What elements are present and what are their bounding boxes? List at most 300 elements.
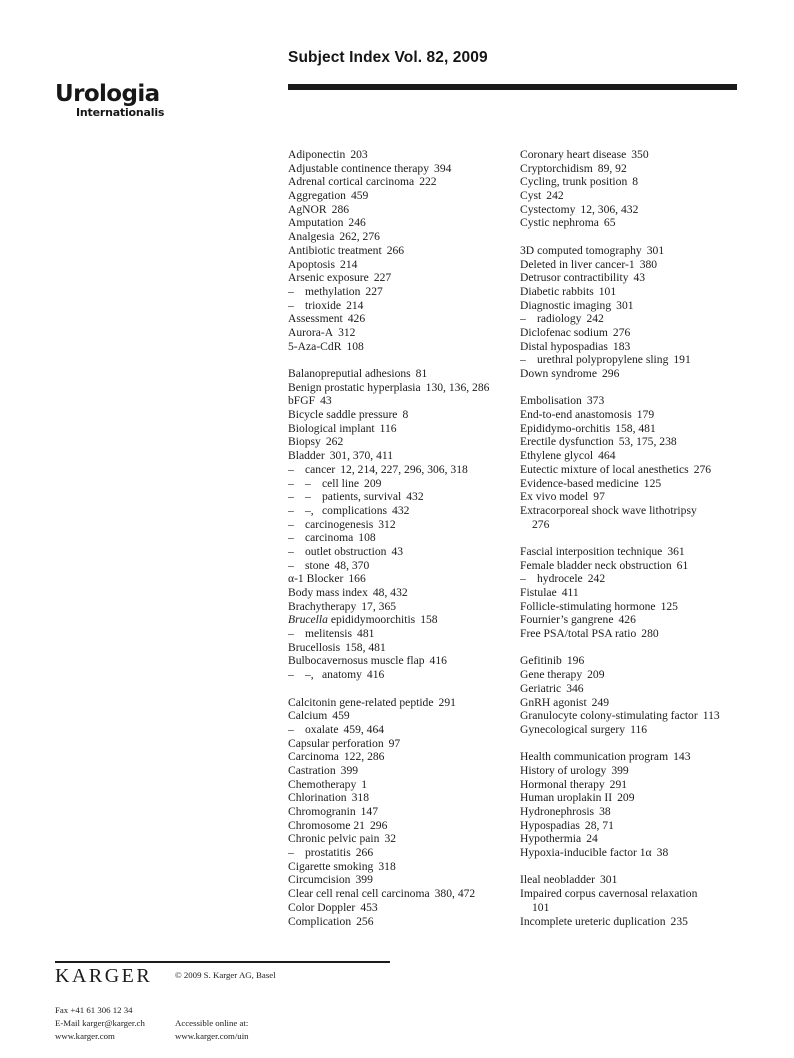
sub-entry-dash: – — [288, 668, 294, 682]
index-entry — [520, 915, 770, 929]
index-term: Hypospadias — [520, 818, 580, 832]
index-term: Assessment — [288, 312, 343, 326]
page-numbers: 242 — [546, 189, 564, 203]
index-entry — [520, 791, 770, 805]
index-term: bFGF — [288, 394, 316, 408]
page-numbers: 459 — [332, 709, 350, 723]
page-numbers: 411 — [561, 586, 579, 599]
index-term: Analgesia — [288, 230, 335, 244]
copyright-text: © 2009 S. Karger AG, Basel — [175, 970, 276, 980]
index-term: Impaired corpus cavernosal relaxation — [520, 887, 698, 901]
page-numbers: 296 — [369, 818, 388, 832]
sub-entry-dash: – — [288, 503, 294, 517]
sub-entry-dash: – — [520, 353, 526, 367]
page-numbers: 227 — [373, 271, 392, 285]
index-term: urethral polypropylene sling — [537, 353, 669, 367]
index-term: Adrenal cortical carcinoma — [288, 175, 415, 189]
index-entry — [288, 778, 518, 792]
index-entry — [288, 189, 518, 203]
page-numbers: 318 — [351, 791, 369, 805]
index-term: Ileal neobladder — [520, 873, 595, 887]
index-term: cell line — [322, 476, 360, 490]
index-entry — [288, 600, 518, 614]
index-entry — [520, 299, 770, 313]
index-entry — [288, 696, 518, 710]
page-numbers: 81 — [415, 367, 428, 380]
index-entry — [520, 244, 770, 258]
footer-online-url: www.karger.com/uin — [175, 1031, 249, 1041]
index-entry — [520, 832, 770, 846]
index-entry — [288, 887, 518, 901]
index-term: α-1 Blocker — [288, 572, 344, 586]
sub-entry-dash: – — [288, 558, 294, 572]
sub-entry-dash: – — [520, 572, 526, 586]
index-term: Eutectic mixture of local anesthetics — [520, 462, 689, 476]
page-numbers: 256 — [356, 914, 374, 928]
page-numbers: 266 — [386, 243, 405, 257]
index-entry — [520, 408, 770, 422]
index-term: Cryptorchidism — [520, 161, 593, 175]
page-numbers: 416 — [429, 654, 447, 668]
index-entry — [288, 230, 518, 244]
footer-online-block — [175, 1017, 249, 1043]
page-numbers: 426 — [347, 312, 366, 326]
page-numbers: 399 — [355, 873, 373, 887]
index-entry — [288, 422, 518, 436]
index-term: Hypothermia — [520, 832, 582, 846]
index-entry — [288, 477, 518, 491]
index-term: Evidence-based medicine — [520, 476, 639, 490]
sub-entry-dash: – — [288, 284, 294, 298]
index-entry — [520, 654, 770, 668]
page-numbers: 312 — [338, 325, 356, 339]
index-entry — [288, 572, 518, 586]
index-term: Amputation — [288, 216, 344, 230]
index-term: Calcitonin gene-related peptide — [288, 695, 434, 709]
index-term: Arsenic exposure — [288, 271, 369, 285]
page-numbers: 222 — [419, 175, 437, 189]
index-entry — [288, 299, 518, 313]
index-term: Bulbocavernosus muscle flap — [288, 654, 425, 668]
sub-entry-dash: – — [305, 476, 311, 490]
index-term: Hydronephrosis — [520, 805, 595, 818]
index-term: Circumcision — [288, 873, 351, 887]
index-entry — [288, 504, 518, 518]
page-numbers: 242 — [586, 312, 604, 326]
index-term: Diagnostic imaging — [520, 298, 612, 312]
page-numbers: 318 — [378, 859, 396, 873]
index-column-right — [520, 148, 770, 928]
footer-contact-block — [55, 1004, 145, 1043]
index-term: Castration — [288, 763, 336, 777]
page-numbers: 214 — [346, 298, 364, 312]
index-entry — [520, 285, 770, 299]
page-numbers: 301 — [616, 298, 634, 312]
page-numbers: 350 — [631, 148, 649, 161]
index-entry — [520, 258, 770, 272]
index-entry — [520, 449, 770, 463]
page-numbers: 399 — [340, 763, 359, 777]
header-rule — [288, 84, 737, 90]
journal-name: Urologia — [55, 81, 160, 107]
index-entry — [520, 312, 770, 326]
index-term: Gefitinib — [520, 654, 562, 668]
index-term: GnRH agonist — [520, 695, 587, 709]
index-term: stone — [305, 558, 330, 572]
index-term: Diabetic rabbits — [520, 284, 594, 298]
index-entry — [520, 353, 770, 367]
page-numbers: 113 — [702, 709, 720, 723]
index-entry — [520, 559, 770, 573]
index-term: Embolisation — [520, 394, 582, 408]
page-numbers: 65 — [603, 216, 616, 230]
index-entry — [288, 627, 518, 641]
page-numbers: 262, 276 — [339, 230, 380, 244]
page-numbers: 8 — [632, 175, 639, 189]
index-term: carcinogenesis — [305, 517, 374, 531]
index-entry — [288, 559, 518, 573]
index-term: Complication — [288, 914, 352, 928]
index-entry — [288, 162, 518, 176]
index-term: Coronary heart disease — [520, 148, 627, 161]
page-numbers: 166 — [348, 572, 366, 586]
index-term: Follicle-stimulating hormone — [520, 599, 656, 613]
page-numbers: 38 — [599, 805, 611, 818]
footer-online-label: Accessible online at: — [175, 1018, 249, 1028]
index-term: methylation — [305, 284, 361, 298]
page-numbers: 209 — [364, 476, 382, 490]
index-term: Human uroplakin II — [520, 791, 613, 805]
page-numbers: 280 — [641, 627, 659, 641]
index-term: Chromogranin — [288, 805, 356, 818]
index-term: AgNOR — [288, 202, 327, 216]
journal-logo — [55, 82, 164, 119]
index-entry — [288, 271, 518, 285]
index-term: Color Doppler — [288, 900, 356, 914]
index-term: patients, survival — [322, 490, 402, 504]
index-term: Cycling, trunk position — [520, 175, 628, 189]
sub-entry-dash: –, — [305, 668, 314, 682]
index-term: Carcinoma — [288, 750, 339, 764]
page-numbers: 346 — [566, 681, 584, 695]
page-numbers: 101 — [598, 284, 617, 298]
journal-subname: Internationalis — [76, 106, 165, 119]
index-entry — [288, 490, 518, 504]
sub-entry-dash: – — [288, 627, 294, 641]
index-entry — [288, 175, 518, 189]
page-numbers: 158, 481 — [615, 421, 656, 435]
index-entry — [520, 504, 770, 518]
index-term: Epididymo-orchitis — [520, 421, 611, 435]
page-numbers: 394 — [434, 161, 452, 175]
index-term: radiology — [537, 312, 582, 326]
index-term: Distal hypospadias — [520, 339, 608, 353]
page-numbers: 143 — [673, 750, 691, 764]
index-gap — [288, 682, 518, 696]
index-term: hydrocele — [537, 572, 583, 586]
page-numbers: 158, 481 — [345, 640, 386, 654]
index-term: Aurora-A — [288, 325, 334, 339]
index-term: Adjustable continence therapy — [288, 161, 430, 175]
page-numbers: 183 — [612, 339, 631, 353]
page-numbers: 301 — [646, 243, 665, 257]
index-term: complications — [322, 503, 388, 517]
index-gap — [520, 230, 770, 244]
page-numbers: 24 — [586, 832, 598, 846]
index-term: Brucellosis — [288, 640, 341, 654]
index-term-italic: Brucella — [288, 613, 328, 627]
index-entry — [288, 641, 518, 655]
index-entry — [288, 750, 518, 764]
index-entry — [288, 668, 518, 682]
index-gap — [288, 353, 518, 367]
index-term: Bicycle saddle pressure — [288, 408, 398, 422]
page-numbers: 246 — [348, 216, 366, 230]
index-term: Deleted in liver cancer-1 — [520, 257, 635, 271]
page-numbers: 459, 464 — [343, 722, 385, 736]
page-numbers: 12, 214, 227, 296, 306, 318 — [340, 462, 468, 476]
index-entry — [288, 723, 518, 737]
index-term: Female bladder neck obstruction — [520, 558, 672, 572]
sub-entry-dash: – — [305, 490, 311, 504]
page-numbers: 203 — [350, 148, 368, 161]
index-term: Fournier’s gangrene — [520, 613, 614, 627]
index-term: Fascial interposition technique — [520, 544, 663, 558]
index-term: trioxide — [305, 298, 342, 312]
index-term: carcinoma — [305, 531, 354, 545]
index-column-left — [288, 148, 518, 928]
page-numbers: 227 — [365, 284, 383, 298]
page-numbers: 191 — [673, 353, 691, 367]
page-numbers: 8 — [402, 408, 409, 422]
index-term: Health communication program — [520, 750, 669, 764]
page-title: Subject Index Vol. 82, 2009 — [288, 49, 488, 66]
index-term: Geriatric — [520, 681, 562, 695]
page-numbers: 89, 92 — [597, 161, 627, 175]
page-numbers: 291 — [438, 695, 456, 709]
page-numbers: 108 — [346, 339, 364, 353]
index-term: Chlorination — [288, 791, 347, 805]
page-numbers: 97 — [593, 490, 605, 504]
page-numbers: 453 — [360, 900, 378, 914]
index-entry — [288, 819, 518, 833]
index-entry — [520, 545, 770, 559]
page-numbers: 61 — [676, 558, 689, 572]
index-entry — [520, 709, 770, 723]
index-entry — [288, 709, 518, 723]
index-term: Chronic pelvic pain — [288, 832, 380, 846]
index-entry — [520, 778, 770, 792]
page-numbers: 276 — [612, 325, 631, 339]
index-term: Benign prostatic hyperplasia — [288, 380, 421, 394]
index-term: 3D computed tomography — [520, 243, 642, 257]
page-numbers: 48, 432 — [372, 586, 408, 599]
index-entry — [288, 764, 518, 778]
index-entry — [520, 668, 770, 682]
index-entry — [520, 723, 770, 737]
page-numbers: 235 — [670, 914, 688, 928]
index-entry — [520, 435, 770, 449]
index-entry — [288, 340, 518, 354]
index-term: melitensis — [305, 627, 353, 641]
index-entry — [288, 381, 518, 395]
sub-entry-dash: – — [520, 312, 526, 326]
index-entry — [288, 285, 518, 299]
index-entry — [520, 696, 770, 710]
index-term: Body mass index — [288, 586, 368, 599]
index-entry — [520, 805, 770, 819]
index-entry — [520, 394, 770, 408]
page-numbers: 43 — [633, 271, 646, 285]
index-entry — [520, 490, 770, 504]
sub-entry-dash: –, — [305, 503, 314, 517]
index-entry — [520, 340, 770, 354]
index-entry — [520, 189, 770, 203]
index-term: anatomy — [322, 668, 362, 682]
index-entry — [520, 216, 770, 230]
page-numbers: 179 — [636, 408, 655, 422]
page-numbers: 301 — [600, 873, 618, 887]
index-term: 5-Aza-CdR — [288, 339, 342, 353]
index-term: Gene therapy — [520, 668, 583, 682]
page-numbers: 43 — [391, 544, 404, 558]
index-term: End-to-end anastomosis — [520, 408, 632, 422]
index-term: Balanopreputial adhesions — [288, 367, 411, 380]
index-entry — [520, 764, 770, 778]
index-term: Chemotherapy — [288, 777, 357, 791]
page-numbers: 249 — [591, 695, 610, 709]
index-entry — [520, 819, 770, 833]
footer-website: www.karger.com — [55, 1031, 115, 1041]
page-numbers: 380, 472 — [434, 887, 476, 901]
index-entry — [520, 326, 770, 340]
index-entry — [288, 846, 518, 860]
index-term: Aggregation — [288, 189, 346, 203]
page-numbers: 286 — [331, 202, 350, 216]
sub-entry-dash: – — [288, 722, 294, 736]
index-entry — [288, 805, 518, 819]
index-entry — [288, 531, 518, 545]
page-numbers: 373 — [586, 394, 605, 408]
page-numbers: 130, 136, 286 — [425, 380, 490, 394]
index-entry — [288, 737, 518, 751]
page-numbers: 147 — [360, 805, 379, 818]
page-numbers: 416 — [366, 668, 385, 682]
page-numbers: 158 — [420, 613, 438, 627]
index-entry — [520, 600, 770, 614]
index-entry — [520, 367, 770, 381]
index-term: Gynecological surgery — [520, 722, 626, 736]
index-entry — [520, 271, 770, 285]
index-term: oxalate — [305, 722, 339, 736]
index-entry — [288, 901, 518, 915]
index-entry — [288, 326, 518, 340]
index-term: Chromosome 21 — [288, 818, 365, 832]
index-term: Cystectomy — [520, 202, 576, 216]
index-term: Free PSA/total PSA ratio — [520, 627, 637, 641]
index-entry — [288, 367, 518, 381]
index-entry — [288, 791, 518, 805]
index-term: Apoptosis — [288, 257, 336, 271]
sub-entry-dash: – — [288, 846, 294, 860]
page-numbers: 196 — [566, 654, 585, 668]
page-numbers: 116 — [630, 722, 648, 736]
index-term: Cigarette smoking — [288, 859, 374, 873]
sub-entry-dash: – — [288, 462, 294, 476]
index-entry — [520, 887, 770, 901]
page-numbers: 276 — [693, 462, 712, 476]
index-term: Ethylene glycol — [520, 449, 594, 463]
sub-entry-dash: – — [288, 517, 294, 531]
index-term: Extracorporeal shock wave lithotripsy — [520, 503, 697, 517]
index-entry — [520, 613, 770, 627]
page-numbers: 301, 370, 411 — [329, 449, 394, 463]
index-entry — [288, 613, 518, 627]
page-numbers: 481 — [357, 627, 375, 641]
index-term: cancer — [305, 462, 336, 476]
page-numbers: 108 — [358, 531, 376, 545]
page-numbers: 122, 286 — [343, 750, 385, 764]
index-entry — [288, 873, 518, 887]
index-term: Capsular perforation — [288, 736, 384, 750]
index-entry — [520, 175, 770, 189]
page-numbers: 214 — [340, 257, 358, 271]
page-numbers: 242 — [587, 572, 606, 586]
page-numbers: 312 — [378, 517, 396, 531]
index-entry-continuation: 101 — [532, 900, 550, 914]
index-entry — [520, 586, 770, 600]
index-entry — [520, 477, 770, 491]
page-numbers: 399 — [611, 763, 629, 777]
index-gap — [520, 641, 770, 655]
sub-entry-dash: – — [288, 490, 294, 504]
index-entry — [520, 627, 770, 641]
index-entry — [288, 148, 518, 162]
page-numbers: 43 — [320, 394, 332, 408]
index-entry-continuation: 276 — [532, 517, 550, 531]
index-term: History of urology — [520, 763, 607, 777]
index-entry — [288, 860, 518, 874]
page-numbers: 97 — [388, 736, 401, 750]
index-entry — [288, 435, 518, 449]
index-term: Hormonal therapy — [520, 777, 605, 791]
index-term: Fistulae — [520, 586, 557, 599]
index-entry — [288, 449, 518, 463]
index-entry — [520, 873, 770, 887]
index-entry — [520, 148, 770, 162]
page-numbers: 12, 306, 432 — [580, 202, 639, 216]
footer-email: E-Mail karger@karger.ch — [55, 1018, 145, 1028]
page-numbers: 209 — [617, 791, 635, 805]
index-term: Biological implant — [288, 421, 375, 435]
index-entry — [288, 545, 518, 559]
index-entry — [288, 203, 518, 217]
sub-entry-dash: – — [288, 476, 294, 490]
index-term: Cyst — [520, 189, 542, 203]
index-term: Calcium — [288, 709, 328, 723]
page-numbers: 432 — [392, 503, 410, 517]
index-gap — [520, 737, 770, 751]
index-entry — [288, 394, 518, 408]
index-term: Granulocyte colony-stimulating factor — [520, 709, 698, 723]
index-entry — [288, 915, 518, 929]
page-numbers: 38 — [656, 846, 669, 860]
index-entry — [520, 463, 770, 477]
index-term: Adiponectin — [288, 148, 346, 161]
page-numbers: 432 — [406, 490, 424, 504]
index-entry — [288, 463, 518, 477]
page-numbers: 380 — [639, 257, 658, 271]
